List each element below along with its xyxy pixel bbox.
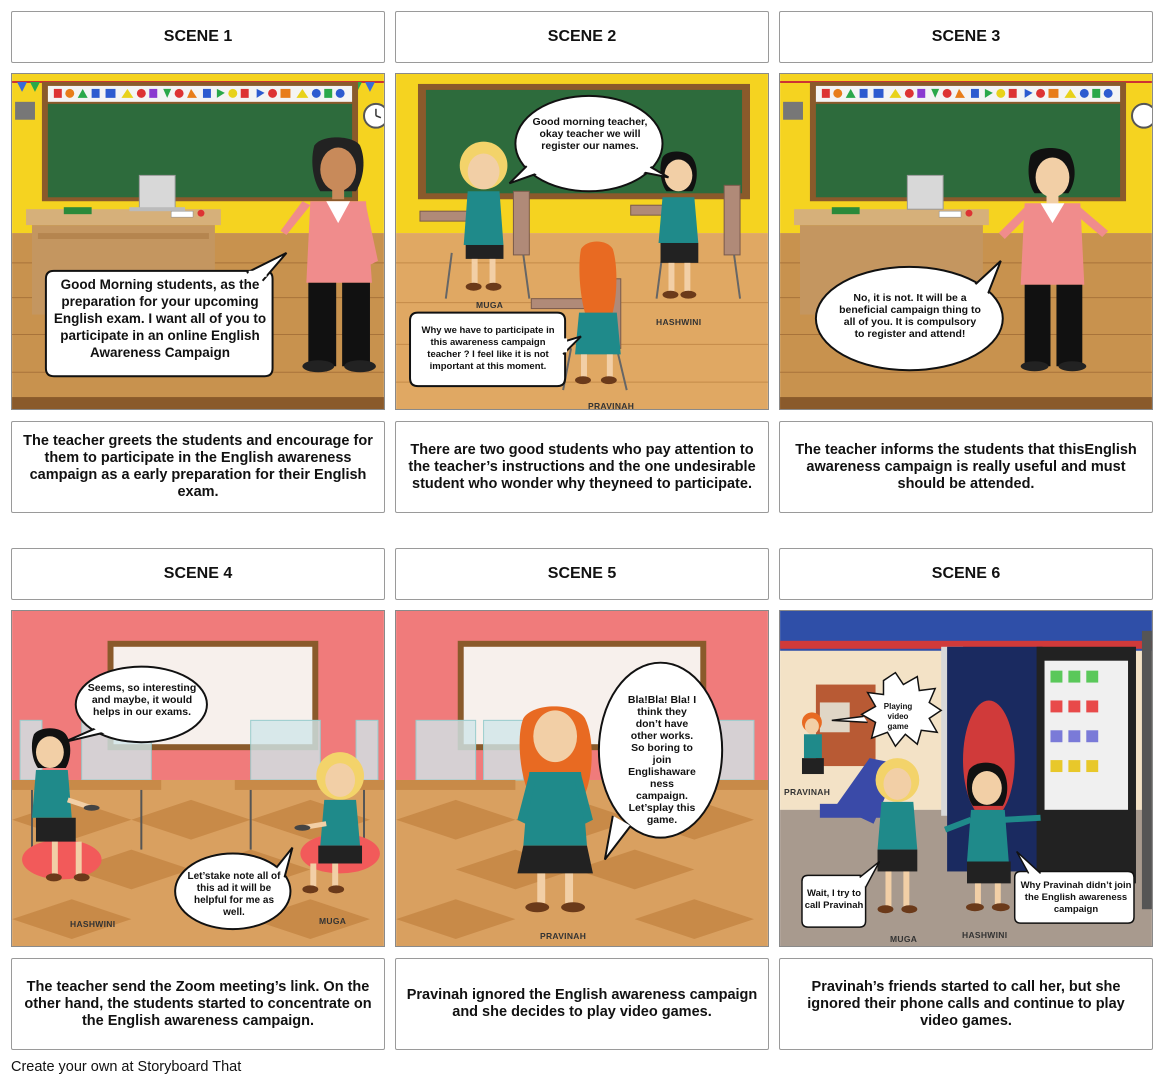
hashwini-dialogue: Seems, so interesting and maybe, it would helps in our exams. — [87, 682, 197, 718]
muga-dialogue: Let’stake note all of this ad it will be helpful for me as well. — [187, 871, 281, 918]
muga-call-dialogue: Wait, I try to call Pravinah — [804, 888, 864, 911]
name-label-pravinah: PRAVINAH — [784, 787, 831, 797]
scene-3-title: SCENE 3 — [779, 11, 1153, 63]
scene-2-caption: There are two good students who pay attention to the teacher’s instructions and the one undesirable student who wonder why theyneed to participate. — [395, 421, 769, 513]
students-reply-dialogue: Good morning teacher, okay teacher we will register our names. — [532, 116, 648, 152]
scene-4-title: SCENE 4 — [11, 548, 385, 600]
scene-3-caption: The teacher informs the students that thisEnglish awareness campaign is really useful and must should be attended. — [779, 421, 1153, 513]
scene-2-illustration — [395, 73, 769, 410]
scene-5-title: SCENE 5 — [395, 548, 769, 600]
storyboard-footer-link[interactable]: Create your own at Storyboard That — [11, 1059, 242, 1075]
scene-1-illustration — [11, 73, 385, 410]
name-label-muga: MUGA — [319, 916, 347, 926]
scene-4-caption: The teacher send the Zoom meeting’s link. On the other hand, the students started to concentrate on the English awareness campaign. — [11, 958, 385, 1050]
scene-1-title: SCENE 1 — [11, 11, 385, 63]
name-label-hashwini: HASHWINI — [962, 930, 1008, 940]
scene-5-caption: Pravinah ignored the English awareness campaign and she decides to play video games. — [395, 958, 769, 1050]
scene-6-title: SCENE 6 — [779, 548, 1153, 600]
name-label-pravinah: PRAVINAH — [540, 931, 587, 941]
student-pravinah-small — [802, 712, 824, 774]
name-label-hashwini: HASHWINI — [70, 919, 116, 929]
classroom-teacher-explains-scene — [780, 74, 1152, 409]
scene-6-caption: Pravinah’s friends started to call her, but she ignored their phone calls and continue to play video games. — [779, 958, 1153, 1050]
scene-4-illustration — [11, 610, 385, 947]
pravinah-game-dialogue: Playing video game — [883, 702, 913, 731]
teacher-dialogue: Good Morning students, as the preparation for your upcoming English exam. I want all of you to participate in an online English Awareness Campaign — [53, 277, 267, 360]
scene-5-illustration — [395, 610, 769, 947]
scene-1-caption: The teacher greets the students and encourage for them to participate in the English awareness campaign as a early preparation for their English exam. — [11, 421, 385, 513]
name-label-muga: MUGA — [890, 934, 918, 944]
pravinah-question-dialogue: Why we have to participate in this awareness campaign teacher ? I feel like it is not important at this moment. — [421, 325, 555, 372]
scene-6-illustration — [779, 610, 1153, 947]
pravinah-dialogue: Bla!Bla! Bla! I think they don’t have other works. So boring to join Englishaware ness campaign. Let’splay this game. — [627, 694, 697, 826]
name-label-pravinah: PRAVINAH — [588, 401, 635, 410]
name-label-hashwini: HASHWINI — [656, 317, 702, 327]
scene-2-title: SCENE 2 — [395, 11, 769, 63]
scene-3-illustration — [779, 73, 1153, 410]
teacher-reply-dialogue: No, it is not. It will be a beneficial campaign thing to all of you. It is compulsory to register and attend! — [839, 292, 981, 340]
pravinah-classroom-scene — [396, 611, 768, 946]
hashwini-question-dialogue: Why Pravinah didn’t join the English awareness campaign — [1020, 880, 1132, 915]
name-label-muga: MUGA — [476, 300, 504, 310]
